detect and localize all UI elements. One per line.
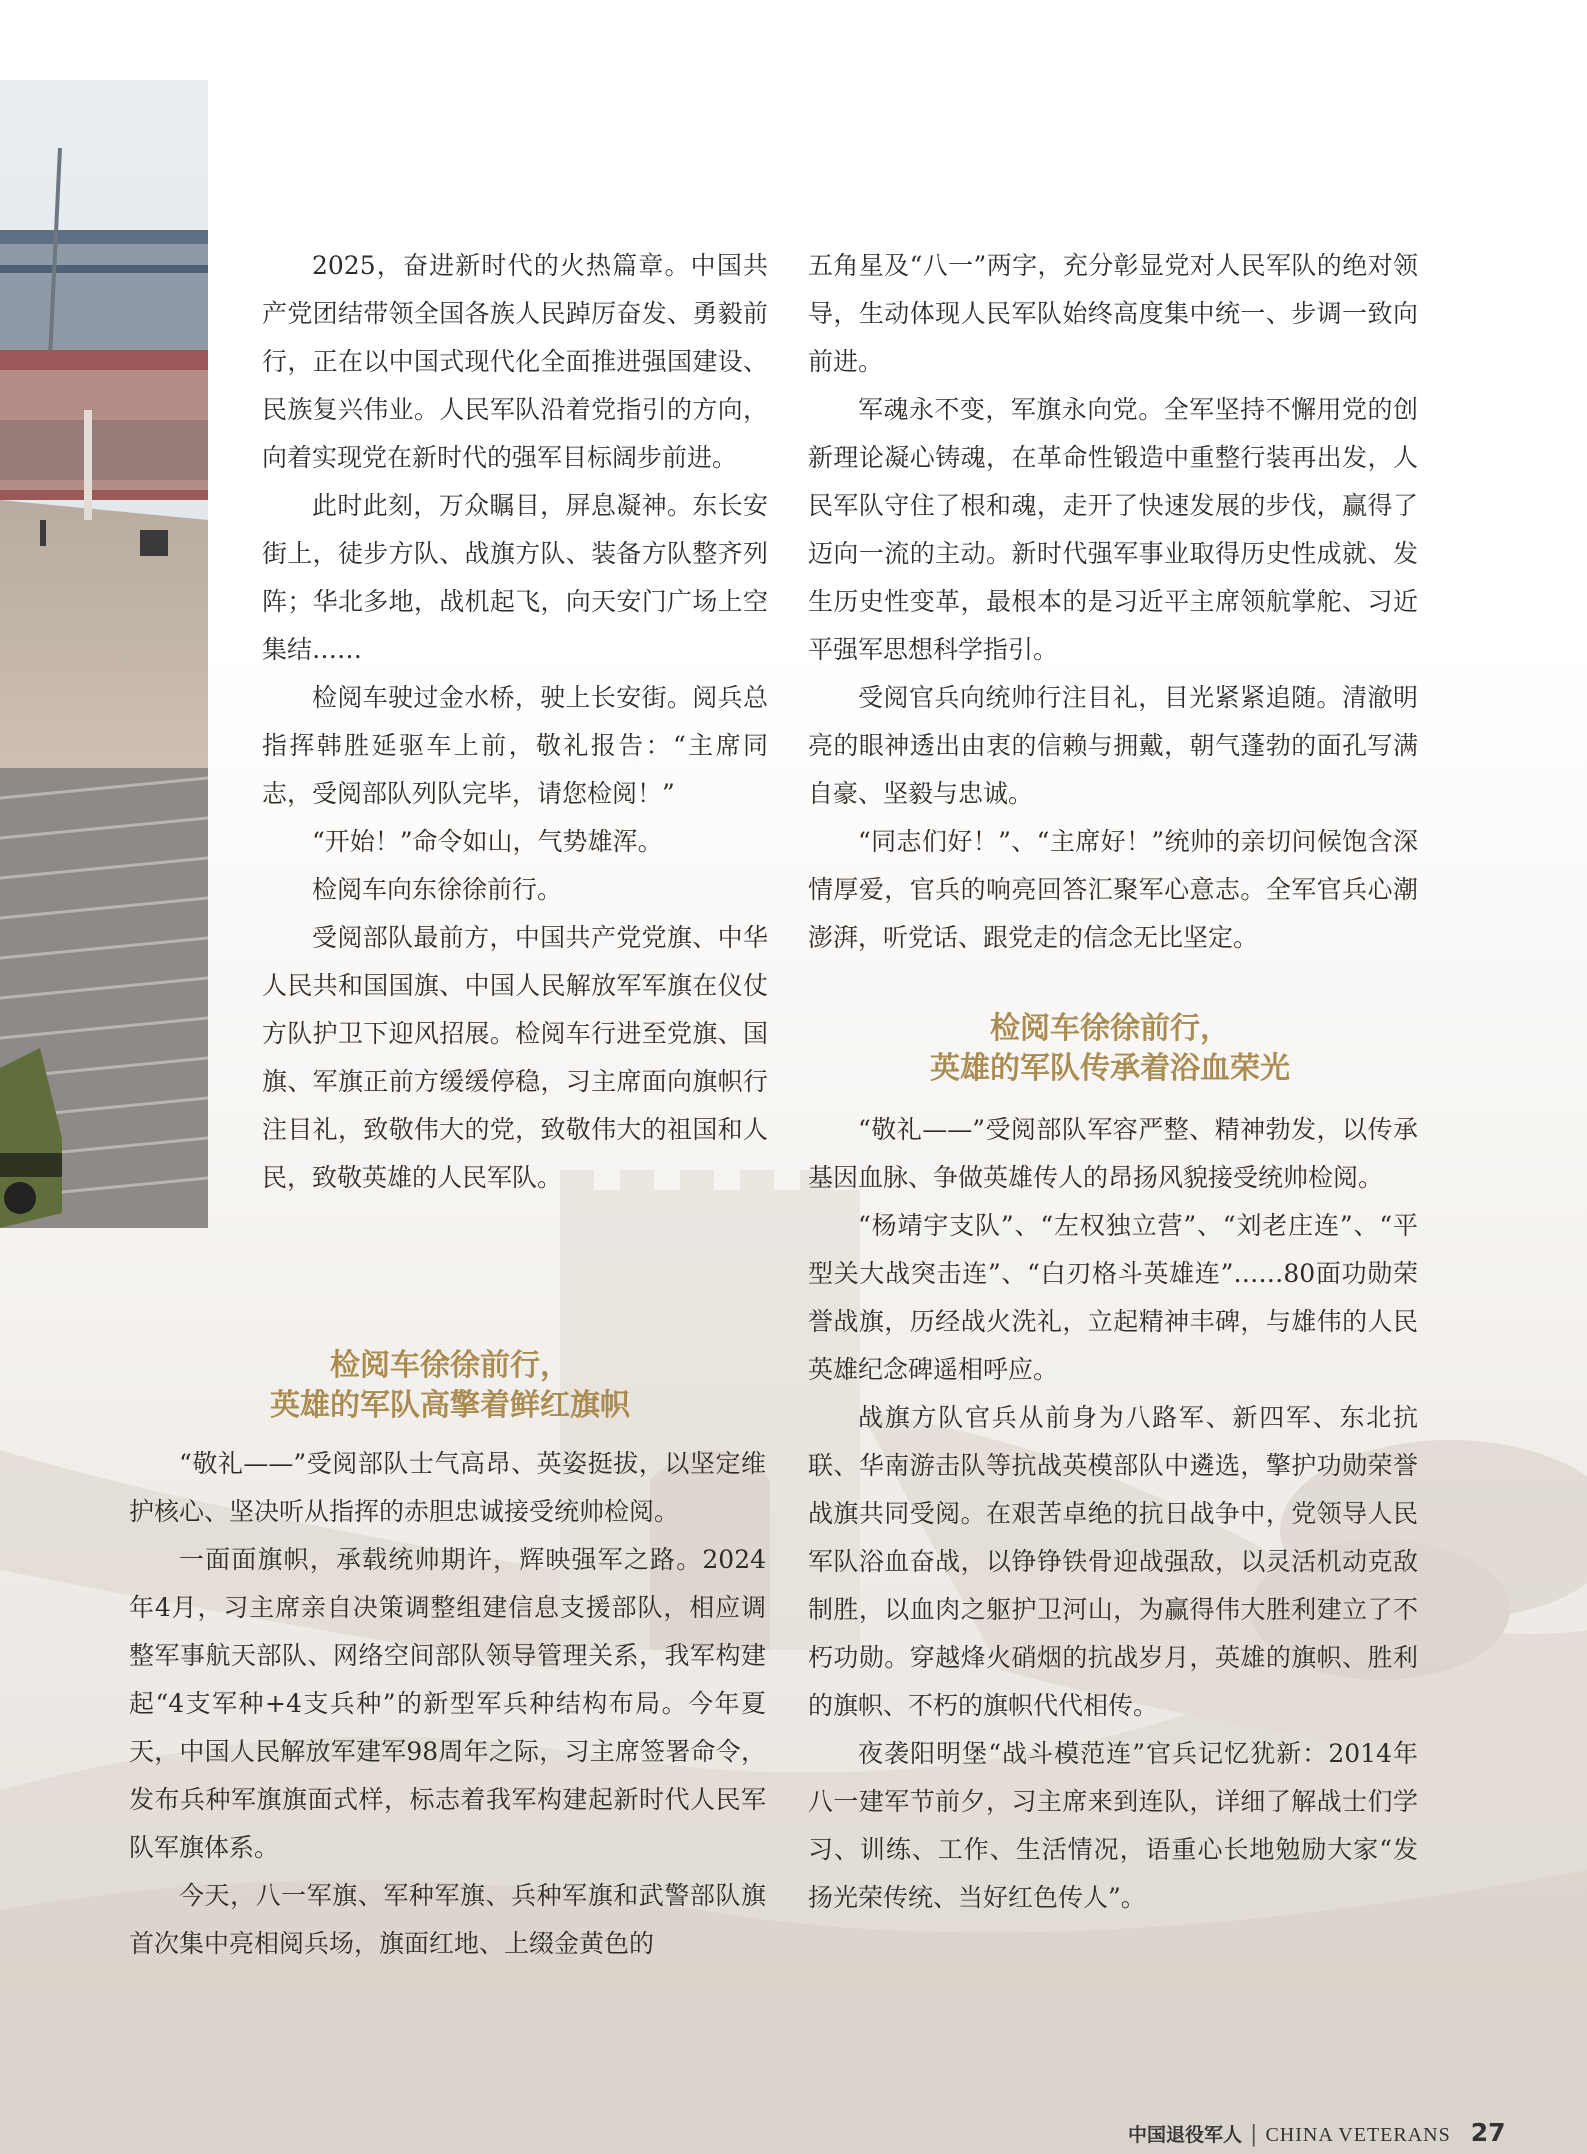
paragraph: 受阅官兵向统帅行注目礼，目光紧紧追随。清澈明亮的眼神透出由衷的信赖与拥戴，朝气蓬勃的面孔写满自豪、坚毅与忠诚。 <box>808 683 1418 808</box>
heading-line: 英雄的军队传承着浴血荣光 <box>930 1051 1290 1086</box>
heading-line: 检阅车徐徐前行， <box>330 1348 570 1383</box>
column-left-upper <box>262 242 768 1202</box>
paragraph: “开始！”命令如山，气势雄浑。 <box>312 827 663 856</box>
paragraph: “同志们好！”、“主席好！”统帅的亲切问候饱含深情厚爱，官兵的响亮回答汇聚军心意志。全军官兵心潮澎湃，听党话、跟党走的信念无比坚定。 <box>808 827 1418 952</box>
paragraph: 战旗方队官兵从前身为八路军、新四军、东北抗联、华南游击队等抗战英模部队中遴选，擎护功勋荣誉战旗共同受阅。在艰苦卓绝的抗日战争中，党领导人民军队浴血奋战，以铮铮铁骨迎战强敌，以灵活机动克敌制胜，以血肉之躯护卫河山，为赢得伟大胜利建立了不朽功勋。穿越烽火硝烟的抗战岁月，英雄的旗帜、胜利的旗帜、不朽的旗帜代代相传。 <box>808 1403 1418 1720</box>
paragraph: 受阅部队最前方，中国共产党党旗、中华人民共和国国旗、中国人民解放军军旗在仪仗方队护卫下迎风招展。检阅车行进至党旗、国旗、军旗正前方缓缓停稳，习主席面向旗帜行注目礼，致敬伟大的党，致敬伟大的祖国和人民，致敬英雄的人民军队。 <box>262 923 768 1192</box>
footer-separator: | <box>1250 2122 1258 2147</box>
heading-line: 英雄的军队高擎着鲜红旗帜 <box>270 1388 630 1423</box>
paragraph: 2025，奋进新时代的火热篇章。中国共产党团结带领全国各族人民踔厉奋发、勇毅前行，正在以中国式现代化全面推进强国建设、民族复兴伟业。人民军队沿着党指引的方向，向着实现党在新时代的强军目标阔步前进。 <box>262 251 768 472</box>
page-footer <box>1128 2118 1506 2152</box>
paragraph: 检阅车驶过金水桥，驶上长安街。阅兵总指挥韩胜延驱车上前，敬礼报告：“主席同志，受阅部队列队完毕，请您检阅！” <box>262 683 768 808</box>
paragraph: 夜袭阳明堡“战斗模范连”官兵记忆犹新：2014年八一建军节前夕，习主席来到连队，详细了解战士们学习、训练、工作、生活情况，语重心长地勉励大家“发扬光荣传统、当好红色传人”。 <box>808 1739 1418 1912</box>
paragraph: 一面面旗帜，承载统帅期许，辉映强军之路。2024年4月，习主席亲自决策调整组建信息支援部队，相应调整军事航天部队、网络空间部队领导管理关系，我军构建起“4支军种+4支兵种”的新型军兵种结构布局。今年夏天，中国人民解放军建军98周年之际，习主席签署命令，发布兵种军旗旗面式样，标志着我军构建起新时代人民军队军旗体系。 <box>129 1545 766 1862</box>
parade-square-photo <box>0 80 208 768</box>
paragraph: “敬礼——”受阅部队军容严整、精神勃发，以传承基因血脉、争做英雄传人的昂扬风貌接受统帅检阅。 <box>808 1115 1418 1192</box>
paragraph: “敬礼——”受阅部队士气高昂、英姿挺拔，以坚定维护核心、坚决听从指挥的赤胆忠诚接受统帅检阅。 <box>129 1449 766 1526</box>
page-number: 27 <box>1470 2118 1506 2147</box>
column-right-upper <box>808 242 1418 962</box>
magazine-english-name: CHINA VETERANS <box>1265 2124 1451 2146</box>
paragraph: 检阅车向东徐徐前行。 <box>312 875 563 904</box>
paragraph: 五角星及“八一”两字，充分彰显党对人民军队的绝对领导，生动体现人民军队始终高度集中统一、步调一致向前进。 <box>808 251 1418 376</box>
avenue-vehicle-photo <box>0 768 208 1228</box>
paragraph: 军魂永不变，军旗永向党。全军坚持不懈用党的创新理论凝心铸魂，在革命性锻造中重整行装再出发，人民军队守住了根和魂，走开了快速发展的步伐，赢得了迈向一流的主动。新时代强军事业取得历史性成就、发生历史性变革，最根本的是习近平主席领航掌舵、习近平强军思想科学指引。 <box>808 395 1418 664</box>
heading-line: 检阅车徐徐前行， <box>990 1011 1230 1046</box>
section-heading-right <box>860 1009 1360 1089</box>
paragraph: “杨靖宇支队”、“左权独立营”、“刘老庄连”、“平型关大战突击连”、“白刃格斗英雄连”……80面功勋荣誉战旗，历经战火洗礼，立起精神丰碑，与雄伟的人民英雄纪念碑遥相呼应。 <box>808 1211 1418 1384</box>
magazine-name: 中国退役军人 <box>1128 2124 1243 2146</box>
column-right-lower <box>808 1106 1418 1922</box>
paragraph: 此时此刻，万众瞩目，屏息凝神。东长安街上，徒步方队、战旗方队、装备方队整齐列阵；华北多地，战机起飞，向天安门广场上空集结…… <box>262 491 768 664</box>
section-heading-left <box>200 1346 700 1426</box>
column-left-lower <box>129 1440 766 1968</box>
paragraph: 今天，八一军旗、军种军旗、兵种军旗和武警部队旗首次集中亮相阅兵场，旗面红地、上缀金黄色的 <box>129 1881 766 1958</box>
